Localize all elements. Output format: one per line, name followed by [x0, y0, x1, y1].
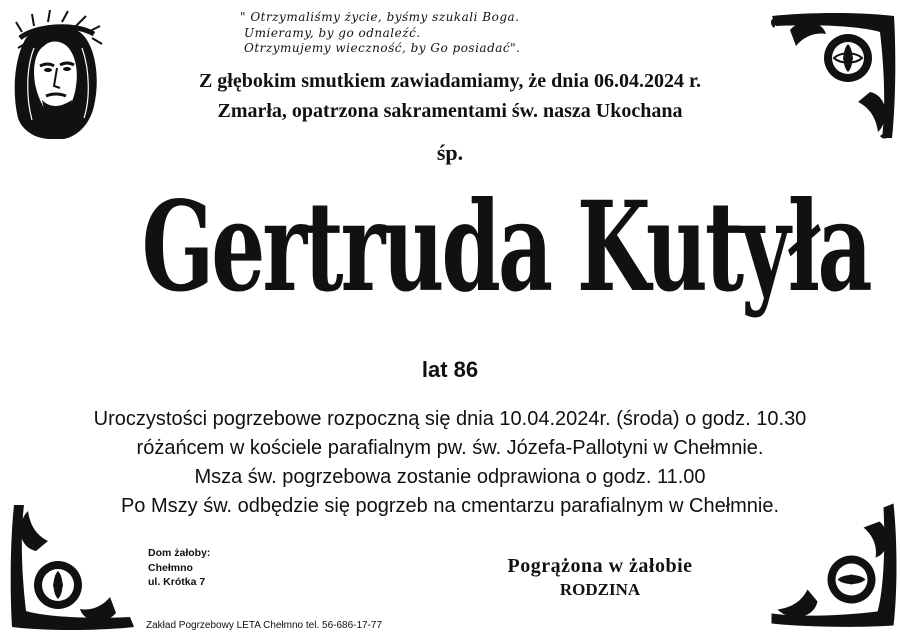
deceased-name: Gertruda Kutyła — [141, 173, 870, 320]
age: lat 86 — [421, 357, 479, 382]
details-line-3: Msza św. pogrzebowa zostanie odprawiona o godz. 11.00 — [194, 466, 706, 488]
announcement-line-1: Z głębokim smutkiem zawiadamiamy, że dnia 06.04.2024 r. — [198, 70, 702, 92]
funeral-company-footer: Zakład Pogrzebowy LETA Chełmno tel. 56-686-17-77 — [146, 620, 383, 631]
announcement-line-2: Zmarła, opatrzona sakramentami św. nasza Ukochana — [217, 100, 683, 122]
mourners-signature — [460, 555, 740, 600]
funeral-home-line-1: Dom żałoby: — [148, 547, 211, 559]
details-line-1: Uroczystości pogrzebowe rozpoczną się dnia 10.04.2024r. (środa) o godz. 10.30 — [93, 408, 807, 430]
quote-line-1: " Otrzymaliśmy życie, byśmy szukali Boga. — [240, 10, 520, 24]
mourners-line-1: Pogrążona w żałobie — [507, 555, 693, 577]
details-line-2: różańcem w kościele parafialnym pw. św. Józefa-Pallotyni w Chełmnie. — [136, 437, 764, 459]
funeral-details — [0, 405, 900, 521]
details-line-4: Po Mszy św. odbędzie się pogrzeb na cmentarzu parafialnym w Chełmnie. — [120, 495, 780, 517]
mourners-line-2: RODZINA — [559, 580, 641, 599]
deceased-name-block — [0, 172, 900, 322]
scripture-quote — [240, 10, 660, 57]
quote-line-2: Umieramy, by go odnaleźć. — [244, 25, 421, 40]
sp-title: śp. — [436, 140, 464, 165]
quote-line-3: Otrzymujemy wieczność, by Go posiadać". — [244, 41, 521, 55]
funeral-home-line-2: Chełmno — [148, 561, 193, 574]
funeral-home-line-3: ul. Krótka 7 — [148, 576, 206, 588]
funeral-home-address — [148, 546, 308, 590]
